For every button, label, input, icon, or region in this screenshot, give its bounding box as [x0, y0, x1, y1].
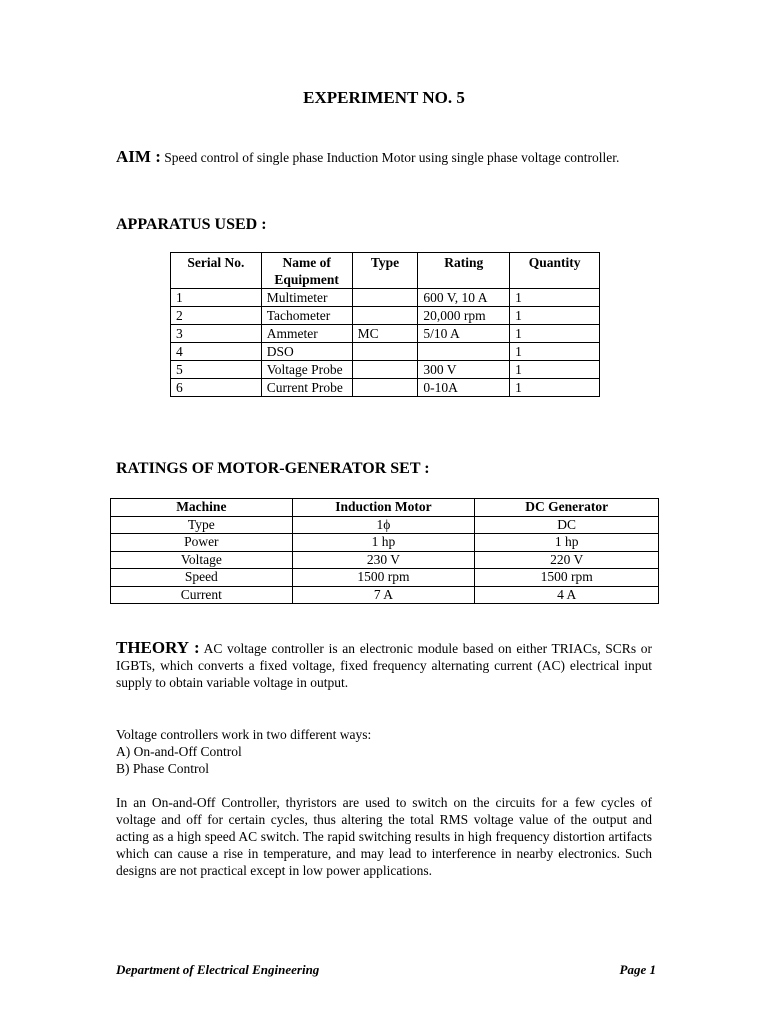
page-number: Page 1 — [619, 962, 656, 977]
department-name: Department of Electrical Engineering — [116, 962, 320, 977]
cell-serial: 1 — [171, 289, 262, 307]
cell-parameter: Voltage — [111, 551, 293, 569]
ways-intro: Voltage controllers work in two different ways: — [116, 727, 372, 742]
cell-dc-generator: 1 hp — [475, 534, 659, 552]
cell-parameter: Type — [111, 516, 293, 534]
cell-induction-motor: 1500 rpm — [292, 569, 475, 587]
cell-type — [352, 289, 418, 307]
cell-equipment: Tachometer — [261, 307, 352, 325]
aim-text: Speed control of single phase Induction Motor using single phase voltage controller. — [164, 150, 620, 165]
cell-dc-generator: DC — [475, 516, 659, 534]
cell-equipment: Multimeter — [261, 289, 352, 307]
cell-induction-motor: 1 hp — [292, 534, 475, 552]
cell-type — [352, 361, 418, 379]
ratings-table — [110, 498, 659, 604]
cell-dc-generator: 1500 rpm — [475, 569, 659, 587]
col-quantity-header: Quantity — [510, 253, 600, 289]
cell-rating: 20,000 rpm — [418, 307, 510, 325]
theory-text: AC voltage controller is an electronic module based on either TRIACs, SCRs or IGBTs, which converts a fixed voltage, fixed frequency alternating current (AC) electrical input supply to obtain variable voltage in output. — [116, 641, 652, 690]
cell-serial: 5 — [171, 361, 262, 379]
col-equipment-header: Name of Equipment — [261, 253, 352, 289]
table-row — [111, 516, 659, 534]
table-row — [111, 534, 659, 552]
page-title: EXPERIMENT NO. 5 — [303, 88, 465, 107]
cell-type: MC — [352, 325, 418, 343]
col-type-header: Type — [352, 253, 418, 289]
table-row — [111, 569, 659, 587]
way-b: B) Phase Control — [116, 761, 209, 776]
theory-label: THEORY : — [116, 638, 200, 657]
col-rating-header: Rating — [418, 253, 510, 289]
apparatus-table — [170, 252, 600, 397]
cell-serial: 2 — [171, 307, 262, 325]
ratings-heading: RATINGS OF MOTOR-GENERATOR SET : — [116, 460, 430, 477]
aim-label: AIM : — [116, 147, 161, 166]
table-row — [171, 289, 600, 307]
cell-serial: 4 — [171, 343, 262, 361]
cell-type — [352, 379, 418, 397]
table-row — [111, 586, 659, 604]
page-footer — [116, 962, 656, 978]
table-row — [171, 379, 600, 397]
cell-induction-motor: 230 V — [292, 551, 475, 569]
table-row — [111, 551, 659, 569]
cell-quantity: 1 — [510, 361, 600, 379]
way-a: A) On-and-Off Control — [116, 744, 242, 759]
apparatus-header-row — [171, 253, 600, 289]
col-serial-header: Serial No. — [171, 253, 262, 289]
aim-section — [116, 148, 652, 166]
cell-equipment: DSO — [261, 343, 352, 361]
cell-rating: 0-10A — [418, 379, 510, 397]
cell-quantity: 1 — [510, 325, 600, 343]
col-machine-header: Machine — [111, 499, 293, 517]
col-dc-generator-header: DC Generator — [475, 499, 659, 517]
cell-parameter: Power — [111, 534, 293, 552]
cell-type — [352, 307, 418, 325]
cell-quantity: 1 — [510, 289, 600, 307]
cell-dc-generator: 4 A — [475, 586, 659, 604]
cell-serial: 6 — [171, 379, 262, 397]
table-row — [171, 361, 600, 379]
table-row — [171, 307, 600, 325]
cell-rating: 300 V — [418, 361, 510, 379]
cell-parameter: Speed — [111, 569, 293, 587]
cell-rating: 5/10 A — [418, 325, 510, 343]
cell-serial: 3 — [171, 325, 262, 343]
cell-induction-motor: 1ϕ — [292, 516, 475, 534]
apparatus-heading: APPARATUS USED : — [116, 216, 267, 233]
cell-type — [352, 343, 418, 361]
theory-section — [116, 639, 652, 691]
cell-quantity: 1 — [510, 307, 600, 325]
table-row — [171, 325, 600, 343]
on-off-paragraph: In an On-and-Off Controller, thyristors are used to switch on the circuits for a few cycles of voltage and off for certain cycles, thus altering the total RMS voltage value of the output and acting as a high speed AC switch. The rapid switching results in high frequency distortion artifacts which can cause a rise in temperature, and may lead to interference in nearby electronics. Such designs are not practical except in low power applications. — [116, 795, 652, 878]
cell-parameter: Current — [111, 586, 293, 604]
cell-equipment: Ammeter — [261, 325, 352, 343]
cell-induction-motor: 7 A — [292, 586, 475, 604]
cell-equipment: Voltage Probe — [261, 361, 352, 379]
col-induction-motor-header: Induction Motor — [292, 499, 475, 517]
cell-quantity: 1 — [510, 343, 600, 361]
table-row — [171, 343, 600, 361]
cell-equipment: Current Probe — [261, 379, 352, 397]
cell-rating: 600 V, 10 A — [418, 289, 510, 307]
cell-dc-generator: 220 V — [475, 551, 659, 569]
cell-rating — [418, 343, 510, 361]
ratings-header-row — [111, 499, 659, 517]
cell-quantity: 1 — [510, 379, 600, 397]
